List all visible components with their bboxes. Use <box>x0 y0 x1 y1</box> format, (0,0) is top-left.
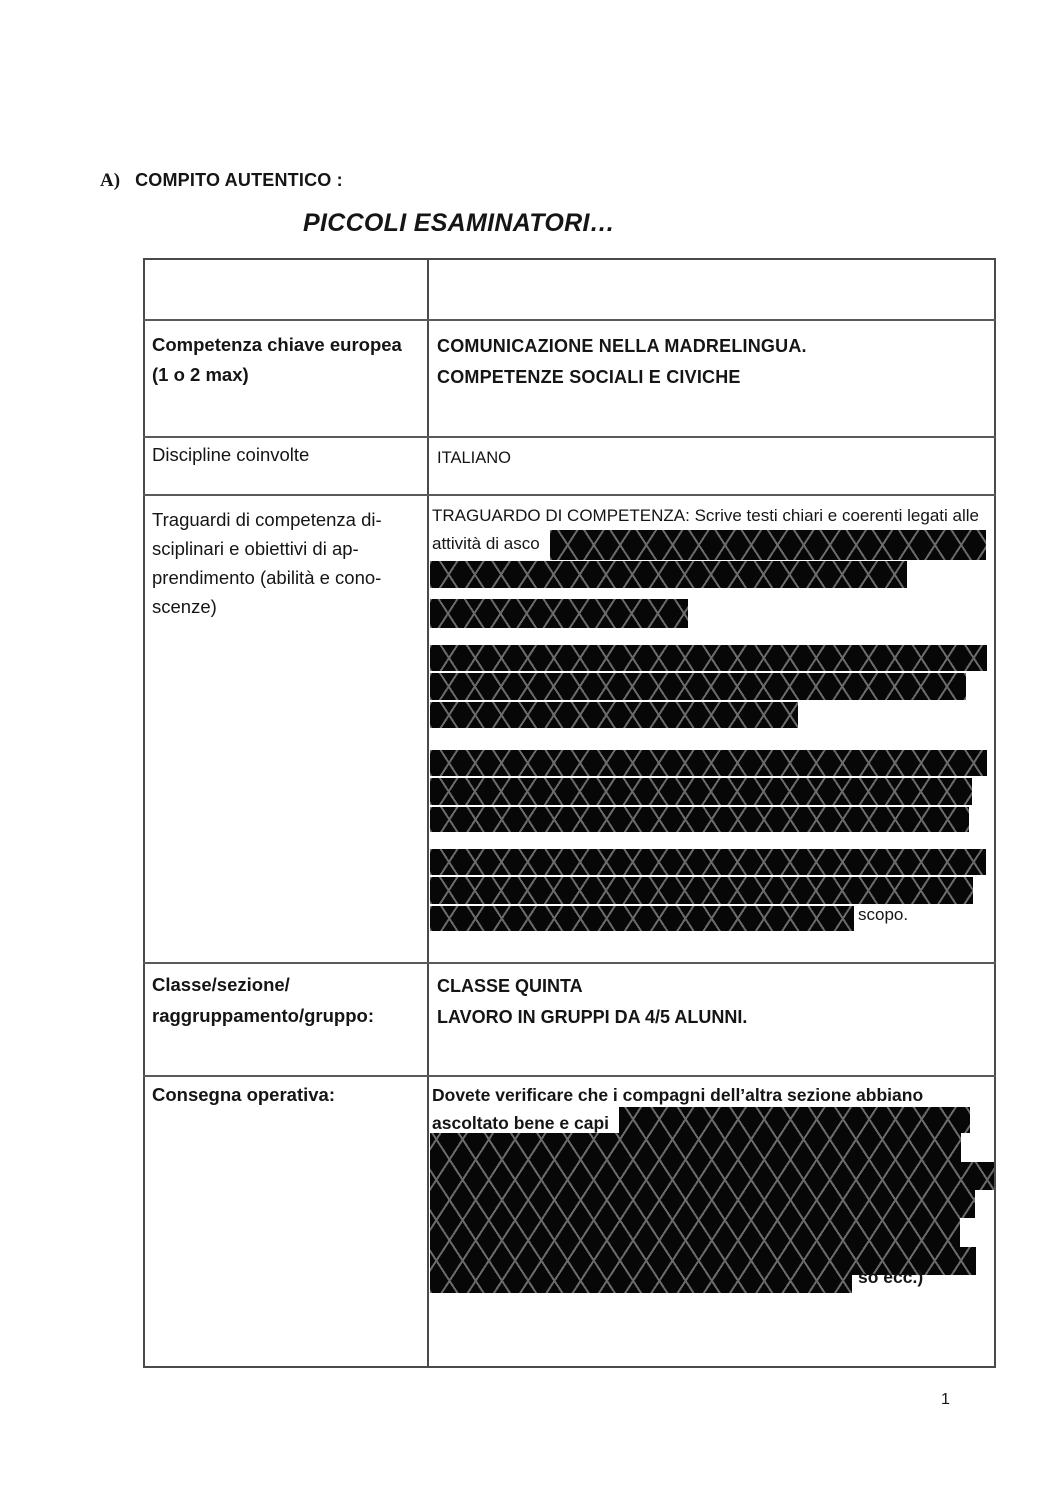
redaction-bar <box>430 702 798 728</box>
page-number: 1 <box>941 1391 950 1408</box>
classe-label-line1: Classe/sezione/ <box>152 974 290 995</box>
traguardi-value-line1: TRAGUARDO DI COMPETENZA: Scrive testi chiari e coerenti legati alle <box>432 506 979 525</box>
redaction-bar <box>430 906 854 931</box>
competenza-value-line1: COMUNICAZIONE NELLA MADRELINGUA. <box>437 336 807 356</box>
redaction-bar <box>430 645 987 671</box>
cell-classe-value <box>437 971 747 1033</box>
doc-title: PICCOLI ESAMINATORI… <box>303 209 616 237</box>
redaction-bar <box>430 807 969 832</box>
traguardi-label-line2: sciplinari e obiettivi di ap- <box>152 538 359 559</box>
table-row-border <box>143 962 996 964</box>
table-row-border <box>143 1075 996 1077</box>
cell-consegna-label: Consegna operativa: <box>152 1084 335 1105</box>
traguardi-label-line3: prendimento (abilità e cono- <box>152 567 382 588</box>
consegna-value-line1: Dovete verificare che i compagni dell’altra sezione abbiano <box>432 1085 924 1105</box>
redaction-bar <box>430 673 966 700</box>
traguardi-label-line1: Traguardi di competenza di- <box>152 509 382 530</box>
competenza-label-line2: (1 o 2 max) <box>152 364 249 385</box>
classe-label-line2: raggruppamento/gruppo: <box>152 1005 374 1026</box>
competenza-value-line2: COMPETENZE SOCIALI E CIVICHE <box>437 367 741 387</box>
traguardi-value-tail: scopo. <box>858 905 909 924</box>
redaction-bar <box>430 750 987 776</box>
table-row-border <box>143 319 996 321</box>
table-row-border <box>143 494 996 496</box>
consegna-value-line2-prefix: ascoltato bene e capi <box>432 1113 610 1133</box>
redaction-block <box>430 1107 994 1293</box>
table-row-border <box>143 436 996 438</box>
redaction-bar <box>430 778 972 805</box>
section-label: A) <box>100 170 121 191</box>
redaction-bar <box>430 561 907 588</box>
section-header <box>100 170 343 192</box>
section-heading: COMPITO AUTENTICO : <box>135 170 343 190</box>
cell-traguardi-label <box>152 505 382 621</box>
traguardi-value-line2-prefix: attività di asco <box>432 534 540 553</box>
consegna-value-tail: so ecc.) <box>858 1267 924 1287</box>
competenza-label-line1: Competenza chiave europea <box>152 334 402 355</box>
table-column-divider <box>427 258 429 1368</box>
classe-value-line1: CLASSE QUINTA <box>437 976 583 996</box>
redaction-bar <box>430 849 986 875</box>
redaction-bar <box>430 599 688 628</box>
traguardi-label-line4: scenze) <box>152 596 217 617</box>
redaction-bar <box>430 877 973 904</box>
cell-classe-label <box>152 969 374 1031</box>
cell-competenza-value <box>437 331 807 393</box>
cell-discipline-label: Discipline coinvolte <box>152 444 310 465</box>
cell-competenza-label <box>152 330 402 390</box>
classe-value-line2: LAVORO IN GRUPPI DA 4/5 ALUNNI. <box>437 1007 748 1027</box>
cell-discipline-value: ITALIANO <box>437 449 511 467</box>
redaction-bar <box>550 530 986 560</box>
